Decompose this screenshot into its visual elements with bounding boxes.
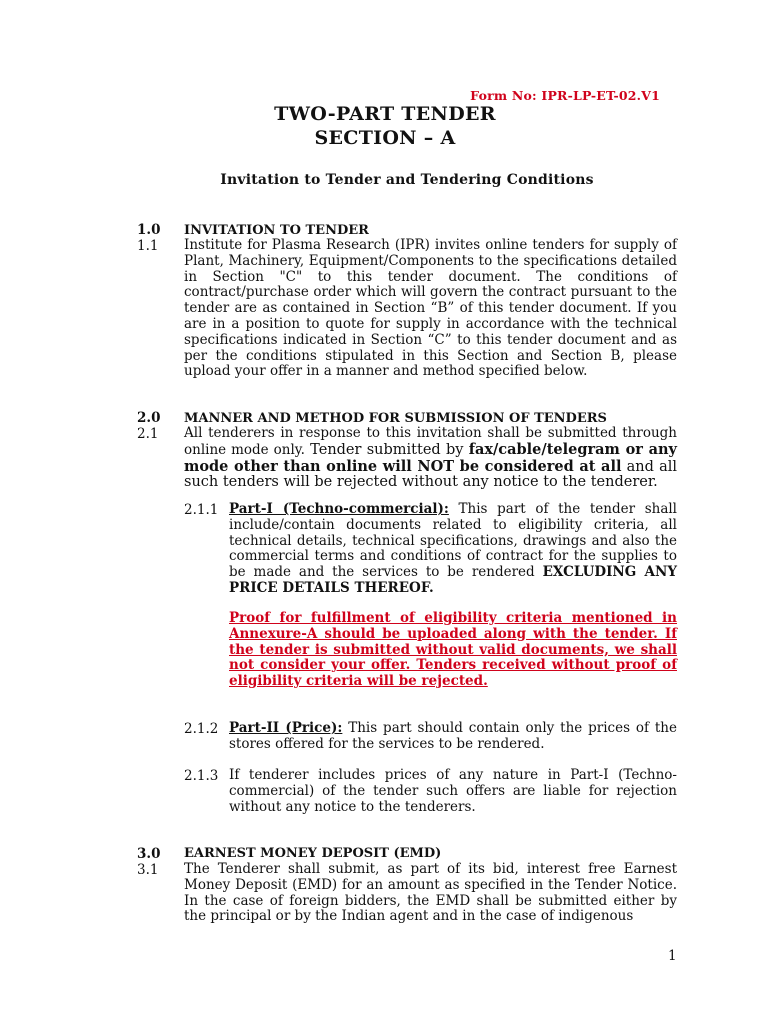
subclause-emphasis: EXCLUDING ANY PRICE DETAILS THEREOF. xyxy=(229,564,678,596)
eligibility-warning: Proof for fulfillment of eligibility criteria mentioned in Annexure-A should be uploaded along with the tender. If the tender is submitted without valid documents, we shall not consider your offer. Tenders received without proof of eligibility criteria will be rejected. xyxy=(229,610,677,690)
section-heading: EARNEST MONEY DEPOSIT (EMD) xyxy=(184,846,442,861)
subclause-number: 2.1.3 xyxy=(184,768,219,784)
subclause-number: 2.1.2 xyxy=(184,721,219,737)
clause-text-part: and all such tenders will be rejected without any notice to the tenderer. xyxy=(184,458,677,491)
section-number: 2.0 xyxy=(137,410,161,426)
form-number: Form No: IPR-LP-ET-02.V1 xyxy=(470,88,660,103)
subclause-text xyxy=(229,721,677,753)
subclause-label: Part-I (Techno-commercial): xyxy=(229,501,449,517)
subclause-label: Part-II (Price): xyxy=(229,720,343,736)
clause-number: 2.1 xyxy=(137,426,159,442)
subclause-body: This part of the tender shall include/contain documents related to eligibility criteria, all technical details, technical specifications, drawings and also the commercial terms and conditions of contract for the supplies to be made and the services to be rendered xyxy=(229,501,678,581)
clause-text xyxy=(184,426,677,491)
section-number: 3.0 xyxy=(137,846,161,862)
clause-text-part: Tender submitted by xyxy=(304,441,469,458)
section-title: SECTION – A xyxy=(314,127,456,149)
subclause-number: 2.1.1 xyxy=(184,502,219,518)
section-heading: MANNER AND METHOD FOR SUBMISSION OF TENDERS xyxy=(184,411,607,426)
section-number: 1.0 xyxy=(137,222,161,238)
subclause-body: This part should contain only the prices of the stores offered for the services to be rendered. xyxy=(229,720,677,752)
clause-text: The Tenderer shall submit, as part of its bid, interest free Earnest Money Deposit (EMD) for an amount as specified in the Tender Notice. In the case of foreign bidders, the EMD shall be submitted either by the principal or by the Indian agent and in the case of indigenous xyxy=(184,861,677,925)
clause-number: 3.1 xyxy=(137,862,159,878)
page-title: TWO-PART TENDER xyxy=(274,103,496,125)
page-number: 1 xyxy=(668,948,677,964)
clause-number: 1.1 xyxy=(137,238,159,254)
clause-text-part: All tenderers in response to this invitation shall be submitted through online mode only. xyxy=(184,425,677,458)
subclause-text: If tenderer includes prices of any nature in Part-I (Techno-commercial) of the tender such offers are liable for rejection without any notice to the tenderers. xyxy=(229,767,677,815)
clause-text-emphasis: fax/cable/telegram or any mode other than online will NOT be considered at all xyxy=(184,440,677,475)
clause-text: Institute for Plasma Research (IPR) invites online tenders for supply of Plant, Machinery, Equipment/Components to the specifications detailed in Section "C" to this tender document. The conditions of contract/purchase order which will govern the contract pursuant to the tender are as contained in Section “B” of this tender document. If you are in a position to quote for supply in accordance with the technical specifications indicated in Section “C” to this tender document and as per the conditions stipulated in this Section and Section B, please upload your offer in a manner and method specified below. xyxy=(184,237,677,380)
subclause-text xyxy=(229,502,677,597)
document-subtitle: Invitation to Tender and Tendering Conditions xyxy=(220,172,594,188)
section-heading: INVITATION TO TENDER xyxy=(184,223,369,238)
